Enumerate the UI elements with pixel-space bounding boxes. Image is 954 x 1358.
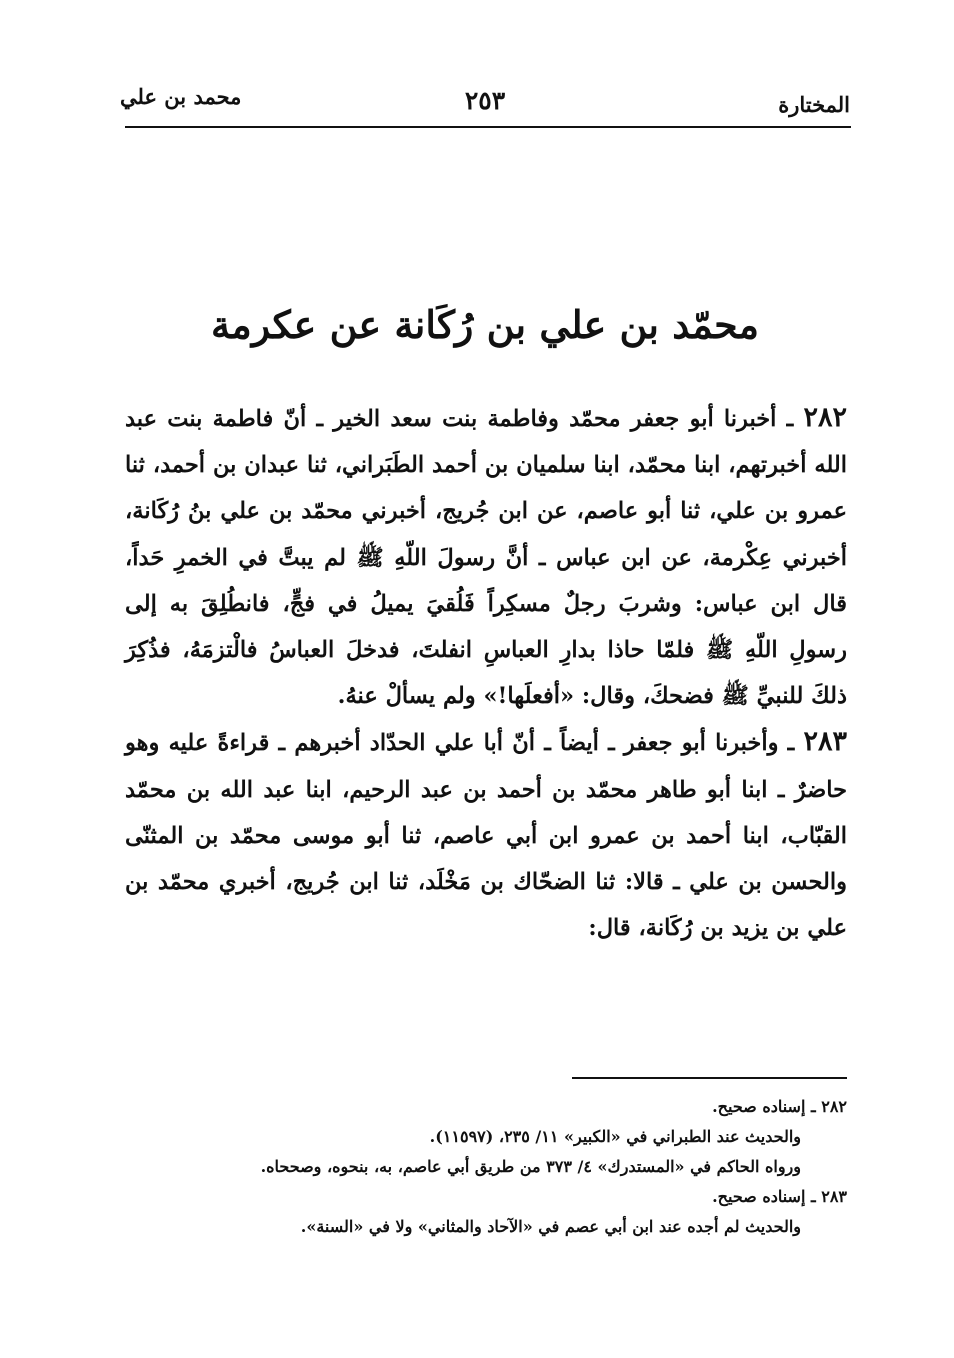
page-number: ٢٥٣ — [464, 86, 506, 115]
hadith-number: ٢٨٣ — [803, 726, 847, 758]
footnotes — [122, 1092, 847, 1242]
footnote-line: والحديث لم أجده عند ابن أبي عصم في «الآحاد والمثاني» ولا في «السنة». — [300, 1217, 801, 1236]
header-section-title: محمد بن علي — [120, 84, 242, 109]
footnote-line: ٢٨٣ ـ إسناده صحيح. — [712, 1187, 847, 1206]
hadith-paragraph — [125, 395, 847, 719]
footnote-line: والحديث عند الطبراني في «الكبير» ١١/ ٢٣٥، (١١٥٩٧). — [429, 1127, 801, 1146]
main-text — [125, 395, 847, 951]
footnote-rule — [572, 1077, 847, 1079]
running-header — [120, 82, 850, 122]
footnote-line: ورواه الحاكم في «المستدرك» ٤/ ٣٧٣ من طريق أبي عاصم، به، بنحوه، وصححاه. — [260, 1157, 801, 1176]
hadith-text: ـ وأخبرنا أبو جعفر ـ أيضاً ـ أنّ أبا علي الحدّاد أخبرهم ـ قراءةً عليه وهو حاضرٌ ـ ابنا أبو طاهر محمّد بن أحمد بن عبد الرحيم، ابنا عبد الله بن محمّد القبّاب، ابنا أحمد بن عمرو ابن أبي عاصم، ثنا أبو موسى محمّد بن المثنّى والحسن بن علي ـ قالا: ثنا الضحّاك بن مَخْلَد، ثنا ابن جُريج، أخبري محمّد بن علي بن يزيد بن رُكَانة، قال: — [125, 730, 847, 942]
footnote-line: ٢٨٢ ـ إسناده صحيح. — [712, 1097, 847, 1116]
hadith-paragraph — [125, 719, 847, 951]
hadith-text: ـ أخبرنا أبو جعفر محمّد وفاطمة بنت سعد الخير ـ أنّ فاطمة بنت عبد الله أخبرتهم، ابنا محمّد، ابنا سلميان بن أحمد الطَبَراني، ثنا عبدان بن أحمد، ثنا عمرو بن علي، ثنا أبو عاصم، عن ابن جُريج، أخبرني محمّد بن علي بنُ رُكَانة، أخبرني عِكْرمة، عن ابن عباس ـ أنَّ رسولَ اللّهِ ﷺ لم يبتَّ في الخمرِ حَداً، قال ابن عباس: وشربَ رجلٌ مسكِراً فَلُقيَ يميلُ في فجٍّ، فانطُلِقَ به إلى رسولِ اللّهِ ﷺ فلمّا حاذا بدارِ العباسِ انفلتَ، فدخلَ العباسُ فالْتزمَهُ، فذُكِرَ ذلكَ للنبيِّ ﷺ فضحكَ، وقال: «أفعلَها!» ولم يسألْ عنهُ. — [125, 406, 847, 710]
hadith-number: ٢٨٢ — [803, 402, 847, 433]
header-book-title: المختارة — [778, 92, 850, 117]
header-rule — [125, 126, 851, 128]
chapter-title: محمّد بن علي بن رُكَانة عن عكرمة — [210, 302, 760, 347]
